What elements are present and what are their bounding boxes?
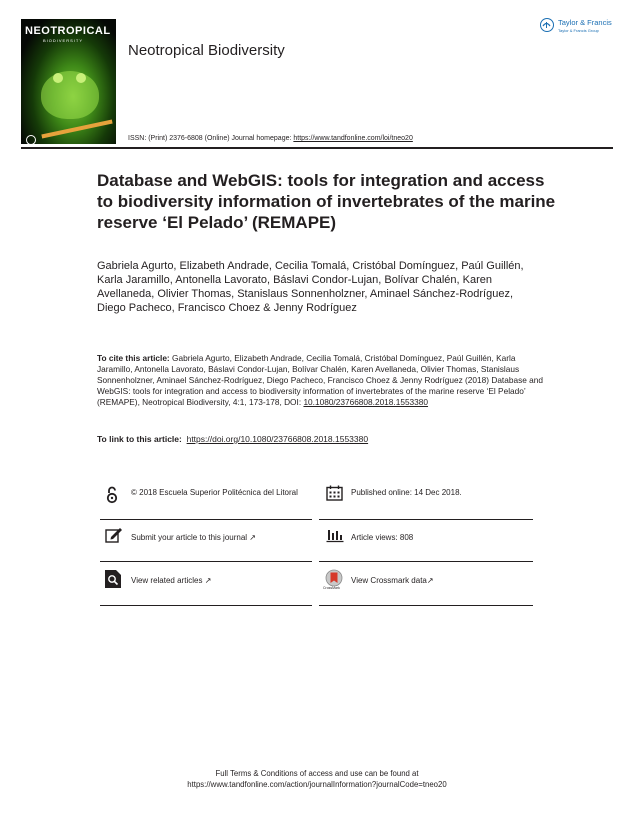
footer-terms-line: Full Terms & Conditions of access and use can be found at <box>215 769 419 778</box>
citation-block <box>97 353 547 408</box>
link-label: To link to this article: <box>97 434 182 444</box>
footer-terms-url[interactable]: https://www.tandfonline.com/action/journalInformation?journalCode=tneo20 <box>187 780 447 789</box>
citation-doi-link[interactable]: 10.1080/23766808.2018.1553380 <box>303 397 429 407</box>
bar-chart-icon <box>326 527 342 543</box>
submit-article-label: Submit your article to this journal <box>131 533 248 542</box>
crossmark-icon[interactable] <box>325 569 343 593</box>
citation-text: Gabriela Agurto, Elizabeth Andrade, Cecilia Tomalá, Cristóbal Domínguez, Paúl Guillén, Karla Jaramillo, Antonella Lavorato, Báslavi Condor-Lujan, Bolívar Chalén, Karen Avellaneda, Olivier Thomas, Stanislaus Sonnenholzner, Aminael Sánchez-Rodríguez, Diego Pacheco, Francisco Choez & Jenny Rodríguez (2018) Database and WebGIS: tools for integration and access to biodiversity information of invertebrates of the marine reserve ‘El Pelado’ (REMAPE), Neotropical Biodiversity, 4:1, 173-178, DOI: <box>97 353 543 407</box>
related-articles-label: View related articles <box>131 576 203 585</box>
article-authors: Gabriela Agurto, Elizabeth Andrade, Cecilia Tomalá, Cristóbal Domínguez, Paúl Guillén, Karla Jaramillo, Antonella Lavorato, Báslavi Condor-Lujan, Bolívar Chalén, Karen Avellaneda, Olivier Thomas, Stanislaus Sonnenholzner, Aminael Sánchez-Rodríguez, Diego Pacheco, Francisco Choez & Jenny Rodríguez <box>97 260 524 314</box>
external-link-icon: ↗ <box>426 576 434 585</box>
crossmark-link[interactable] <box>351 576 434 586</box>
cover-stick <box>41 120 112 139</box>
copyright-notice: © 2018 Escuela Superior Politécnica del Litoral <box>131 488 298 497</box>
info-divider <box>319 561 533 562</box>
publisher-name: Taylor & Francis <box>558 18 612 27</box>
crossmark-caption: CrossMark <box>323 586 340 590</box>
article-views: Article views: 808 <box>351 533 414 542</box>
cover-publisher-logo-icon <box>26 135 36 144</box>
issn-line <box>128 135 413 142</box>
citation-label: To cite this article: <box>97 353 170 363</box>
publisher-logo[interactable] <box>540 18 620 38</box>
article-link-line <box>97 434 368 444</box>
article-title: Database and WebGIS: tools for integration and access to biodiversity information of invertebrates of the marine reserve ‘El Pelado’ (REMAPE) <box>97 171 556 232</box>
journal-cover-image <box>21 19 116 144</box>
calendar-icon <box>326 485 342 501</box>
journal-title: Neotropical Biodiversity <box>128 42 285 59</box>
external-link-icon: ↗ <box>249 533 256 542</box>
cover-title: NEOTROPICAL <box>25 25 111 37</box>
info-divider <box>319 605 533 606</box>
info-divider <box>100 519 312 520</box>
cover-subtitle: BIODIVERSITY <box>43 38 84 43</box>
crossmark-label: View Crossmark data <box>351 576 427 585</box>
issn-text: ISSN: (Print) 2376-6808 (Online) Journal homepage: <box>128 135 294 142</box>
submit-article-link[interactable] <box>131 533 256 543</box>
external-link-icon: ↗ <box>204 576 212 585</box>
info-divider <box>100 605 312 606</box>
published-date: Published online: 14 Dec 2018. <box>351 488 462 497</box>
submit-article-icon[interactable] <box>105 527 121 543</box>
cover-mantis-eye <box>53 73 63 83</box>
cover-mantis-shape <box>41 71 99 119</box>
related-articles-icon[interactable] <box>105 570 121 586</box>
info-divider <box>100 561 312 562</box>
journal-homepage-link[interactable]: https://www.tandfonline.com/loi/tneo20 <box>293 135 413 142</box>
article-doi-url[interactable]: https://doi.org/10.1080/23766808.2018.1553380 <box>186 434 369 444</box>
taylor-francis-logo-icon <box>540 18 554 32</box>
publisher-group: Taylor & Francis Group <box>558 28 599 33</box>
related-articles-link[interactable] <box>131 576 211 586</box>
header-divider <box>21 147 613 149</box>
cover-mantis-eye <box>76 73 86 83</box>
info-divider <box>319 519 533 520</box>
open-access-icon <box>104 486 120 502</box>
